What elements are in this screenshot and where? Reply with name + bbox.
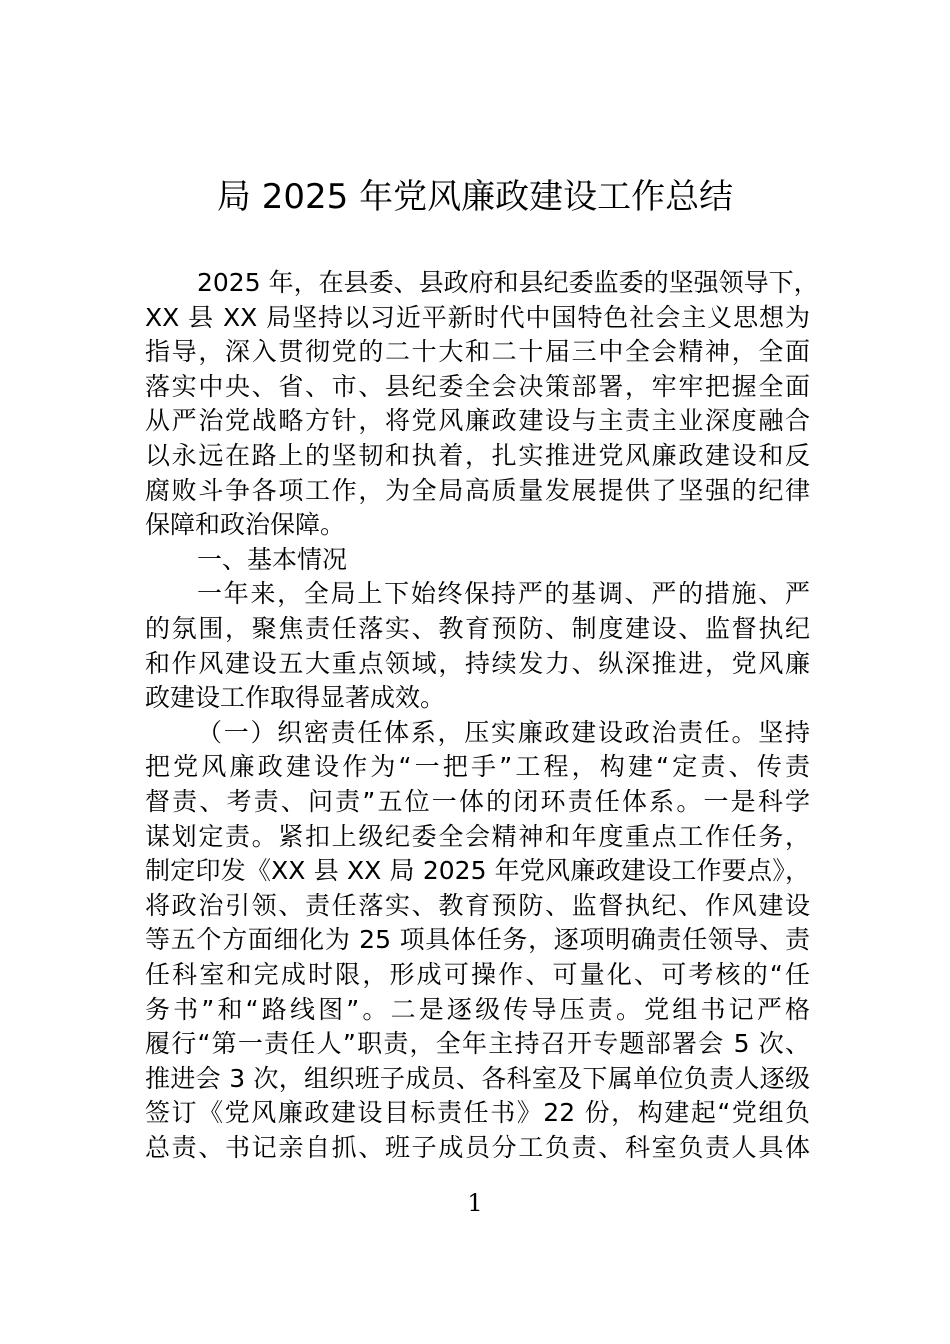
- paragraph-line: 制定印发《XX 县 XX 局 2025 年党风廉政建设工作要点》，: [145, 856, 810, 886]
- paragraph-line: 从严治党战略方针，将党风廉政建设与主责主业深度融合: [145, 406, 810, 436]
- paragraph-line: XX 县 XX 局坚持以习近平新时代中国特色社会主义思想为: [145, 302, 810, 332]
- paragraph-line: 落实中央、省、市、县纪委全会决策部署，牢牢把握全面: [145, 371, 810, 401]
- paragraph-line: 腐败斗争各项工作，为全局高质量发展提供了坚强的纪律: [145, 475, 810, 505]
- paragraph-line: 指导，深入贯彻党的二十大和二十届三中全会精神，全面: [145, 337, 810, 367]
- paragraph-line: 保障和政治保障。: [145, 510, 346, 540]
- paragraph-line: 等五个方面细化为 25 项具体任务，逐项明确责任领导、责: [145, 925, 810, 955]
- paragraph-line: 把党风廉政建设作为“一把手”工程，构建“定责、传责: [145, 752, 810, 782]
- paragraph-line: 总责、书记亲自抓、班子成员分工负责、科室负责人具体: [145, 1133, 810, 1162]
- paragraph-line: 务书”和“路线图”。二是逐级传导压责。党组书记严格: [145, 994, 810, 1024]
- paragraph-line: 谋划定责。紧扣上级纪委全会精神和年度重点工作任务，: [145, 821, 810, 851]
- paragraph-line: 以永远在路上的坚韧和执着，扎实推进党风廉政建设和反: [145, 441, 810, 470]
- paragraph-line: 督责、考责、问责”五位一体的闭环责任体系。一是科学: [145, 787, 810, 816]
- paragraph-line: 履行“第一责任人”职责，全年主持召开专题部署会 5 次、: [145, 1029, 810, 1059]
- paragraph-line: 任科室和完成时限，形成可操作、可量化、可考核的“任: [145, 960, 810, 989]
- paragraph-line: 推进会 3 次，组织班子成员、各科室及下属单位负责人逐级: [145, 1063, 810, 1093]
- paragraph-line: 将政治引领、责任落实、教育预防、监督执纪、作风建设: [145, 890, 810, 920]
- paragraph-line: 签订《党风廉政建设目标责任书》22 份，构建起“党组负: [145, 1098, 810, 1128]
- paragraph-line: 一年来，全局上下始终保持严的基调、严的措施、严: [197, 579, 810, 609]
- document-title: 局 2025 年党风廉政建设工作总结: [216, 177, 734, 217]
- paragraph-line: （一）织密责任体系，压实廉政建设政治责任。坚持: [197, 717, 810, 747]
- section-heading: 一、基本情况: [197, 544, 348, 574]
- page-number: 1: [467, 1189, 483, 1217]
- paragraph-line: 2025 年，在县委、县政府和县纪委监委的坚强领导下，: [197, 268, 819, 297]
- paragraph-line: 的氛围，聚焦责任落实、教育预防、制度建设、监督执纪: [145, 614, 810, 643]
- paragraph-line: 政建设工作取得显著成效。: [145, 683, 446, 713]
- paragraph-line: 和作风建设五大重点领域，持续发力、纵深推进，党风廉: [145, 648, 810, 678]
